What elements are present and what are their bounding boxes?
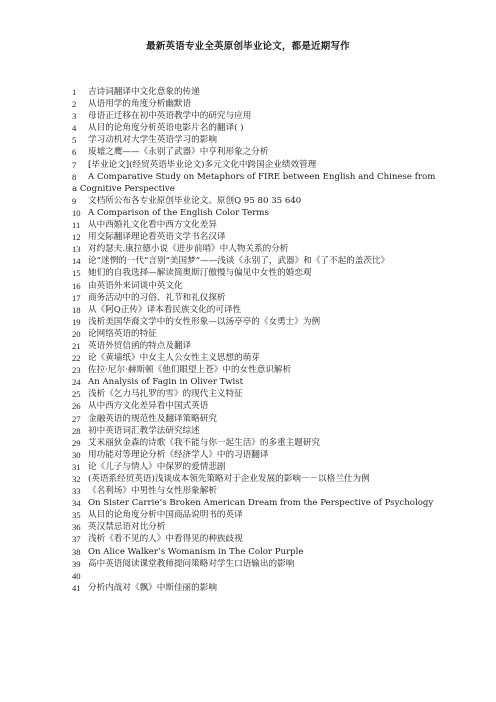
list-item-text: 母语正迁移在初中英语教学中的研究与应用 xyxy=(88,111,252,122)
list-item-number: 13 xyxy=(72,244,81,255)
list-item-text: 用交际翻译理论看英语文学书名汉译 xyxy=(88,232,226,243)
list-item xyxy=(72,316,442,328)
list-item xyxy=(72,425,442,437)
list-item xyxy=(72,219,442,231)
list-item-number: 29 xyxy=(72,437,81,448)
list-item-number: 31 xyxy=(72,461,81,472)
list-item-number: 23 xyxy=(72,365,81,376)
list-item xyxy=(72,231,442,243)
list-item-number: 40 xyxy=(72,570,81,581)
list-item-number: 38 xyxy=(72,546,81,557)
list-item-text: 英汉禁忌语对比分析 xyxy=(88,522,166,533)
list-item xyxy=(72,340,442,352)
list-item xyxy=(72,497,442,509)
list-item-text: On Alice Walker’s Womanism in The Color Purple xyxy=(88,546,304,557)
list-item-number: 22 xyxy=(72,353,81,364)
list-item-number: 19 xyxy=(72,316,81,327)
list-item-number: 39 xyxy=(72,558,81,569)
list-item xyxy=(72,267,442,279)
list-item xyxy=(72,110,442,122)
list-item-number: 8 xyxy=(72,171,77,182)
list-item-number: 18 xyxy=(72,304,81,315)
list-item xyxy=(72,243,442,255)
list-item xyxy=(72,134,442,146)
list-item xyxy=(72,558,442,570)
list-item-number: 28 xyxy=(72,425,81,436)
list-item xyxy=(72,146,442,158)
list-item xyxy=(72,533,442,545)
list-item xyxy=(72,328,442,340)
list-item-text: 浅析《乞力马扎罗的雪》的现代主义特征 xyxy=(88,389,243,400)
list-item-number: 15 xyxy=(72,268,81,279)
list-item xyxy=(72,207,442,219)
list-item xyxy=(72,280,442,292)
list-item xyxy=(72,437,442,449)
list-item-number: 33 xyxy=(72,486,81,497)
list-item-text: 初中英语词汇教学法研究综述 xyxy=(88,425,200,436)
list-item xyxy=(72,570,442,582)
list-item-text: 佐拉·尼尔·赫斯顿《他们眼望上苍》中的女性意识解析 xyxy=(88,365,292,376)
list-item-text: 英语外贸信函的特点及翻译 xyxy=(88,340,192,351)
list-item-number: 16 xyxy=(72,280,81,291)
list-item-number: 35 xyxy=(72,510,81,521)
list-item-text: 从中西婚礼文化看中西方文化差异 xyxy=(88,220,217,231)
list-item-text: 论《黄墙纸》中女主人公女性主义思想的萌芽 xyxy=(88,353,260,364)
list-item xyxy=(72,413,442,425)
list-item xyxy=(72,98,442,110)
document-title: 最新英语专业全英原创毕业论文，都是近期写作 xyxy=(146,41,350,52)
list-item-text: 浅析美国华裔文学中的女性形象—以汤亭亭的《女勇士》为例 xyxy=(88,316,321,327)
thesis-title-list xyxy=(72,86,442,594)
list-item-text: 废墟之鹰——《永别了武器》中亨利形象之分析 xyxy=(88,147,269,158)
list-item-text: 学习动机对大学生英语学习的影响 xyxy=(88,135,217,146)
list-item-number: 7 xyxy=(72,159,77,170)
list-item-text: 由英语外来词谈中英文化 xyxy=(88,280,183,291)
list-item-text: 论《儿子与情人》中保罗的爱情悲剧 xyxy=(88,461,226,472)
list-item-text: 论“迷惘的一代”言别“美国梦”——浅谈《永别了，武器》和《了不起的盖茨比》 xyxy=(88,256,390,267)
list-item-number: 20 xyxy=(72,328,81,339)
list-item-text: 分析内战对《飘》中斯佳丽的影响 xyxy=(88,582,217,593)
list-item xyxy=(72,376,442,388)
list-item-text: 对约瑟夫.康拉德小说《进步前哨》中人物关系的分析 xyxy=(88,244,289,255)
list-item-number: 4 xyxy=(72,123,77,134)
list-item-number: 9 xyxy=(72,195,77,206)
list-item-text: 商务活动中的习俗、礼节和礼仪探析 xyxy=(88,292,226,303)
list-item xyxy=(72,388,442,400)
list-item xyxy=(72,352,442,364)
list-item-text: 论网络英语的特征 xyxy=(88,328,157,339)
list-item-number: 17 xyxy=(72,292,81,303)
list-item-text: 从中西方文化差异看中国式英语 xyxy=(88,401,209,412)
list-item-number: 27 xyxy=(72,413,81,424)
list-item-text: A Comparative Study on Metaphors of FIRE between English and Chinese from a Cognitive Perspective xyxy=(72,171,436,194)
list-item-number: 12 xyxy=(72,232,81,243)
list-item xyxy=(72,171,442,195)
list-item xyxy=(72,400,442,412)
list-item-number: 36 xyxy=(72,522,81,533)
list-item-number: 25 xyxy=(72,389,81,400)
list-item-number: 24 xyxy=(72,377,81,388)
list-item-text: A Comparison of the English Color Terms xyxy=(88,207,269,218)
list-item-text: 从语用学的角度分析幽默语 xyxy=(88,99,192,110)
list-item xyxy=(72,122,442,134)
list-item xyxy=(72,582,442,594)
list-item xyxy=(72,292,442,304)
list-item-number: 26 xyxy=(72,401,81,412)
list-item xyxy=(72,449,442,461)
list-item-text: 高中英语阅读课堂教师提问策略对学生口语输出的影响 xyxy=(88,558,295,569)
list-item-number: 10 xyxy=(72,207,81,218)
list-item xyxy=(72,86,442,98)
list-item-text: (英语系经贸英语)浅谈成本领先策略对于企业发展的影响－－以格兰仕为例 xyxy=(88,474,370,484)
list-item-number: 3 xyxy=(72,111,77,122)
list-item-text: 金融英语的规范性及翻译策略研究 xyxy=(88,413,217,424)
list-item-text: 用功能对等理论分析《经济学人》中的习语翻译 xyxy=(88,449,269,460)
list-item-number: 6 xyxy=(72,147,77,158)
list-item-text: 她们的自我选择—解读简奥斯汀傲慢与偏见中女性的婚恋观 xyxy=(88,268,312,279)
list-item xyxy=(72,521,442,533)
list-item-number: 1 xyxy=(72,87,77,97)
list-item-number: 37 xyxy=(72,534,81,545)
list-item-number: 21 xyxy=(72,340,81,351)
list-item xyxy=(72,304,442,316)
list-item-text: 吉诗词翻译中文化意象的传递 xyxy=(88,87,200,97)
list-item-number: 11 xyxy=(72,220,81,231)
list-item-text: [毕业论文](经贸英语毕业论文)多元文化中跨国企业绩效管理 xyxy=(88,159,317,170)
list-item xyxy=(72,461,442,473)
list-item-text: On Sister Carrie’s Broken American Dream from the Perspective of Psychology xyxy=(88,498,434,509)
list-item-text: 文档所公布各专业原创毕业论文。原创Q 95 80 35 640 xyxy=(88,195,302,206)
list-item-number: 41 xyxy=(72,582,81,593)
list-item xyxy=(72,195,442,207)
list-item xyxy=(72,546,442,558)
list-item-text: 从目的论角度分析中国商品说明书的英译 xyxy=(88,510,243,521)
list-item-number: 34 xyxy=(72,498,81,509)
list-item xyxy=(72,159,442,171)
list-item-number: 5 xyxy=(72,135,77,146)
list-item xyxy=(72,364,442,376)
list-item-text: 从《阿Q正传》译本看民族文化的可译性 xyxy=(88,304,242,315)
list-item-number: 30 xyxy=(72,449,81,460)
list-item-text: 艾米丽狄金森的诗歌《我不能与你一起生活》的多重主题研究 xyxy=(88,437,321,448)
list-item-text: 《名利场》中男性与女性形象解析 xyxy=(88,486,217,497)
list-item xyxy=(72,255,442,267)
list-item-text: 从目的论角度分析英语电影片名的翻译( ) xyxy=(88,123,244,134)
list-item-text: 浅析《看不见的人》中看得见的种族歧视 xyxy=(88,534,243,545)
list-item-number: 32 xyxy=(72,474,81,484)
list-item-number: 2 xyxy=(72,99,77,110)
list-item-text: An Analysis of Fagin in Oliver Twist xyxy=(88,377,244,388)
list-item xyxy=(72,509,442,521)
list-item-number: 14 xyxy=(72,256,81,267)
list-item xyxy=(72,473,442,485)
list-item xyxy=(72,485,442,497)
